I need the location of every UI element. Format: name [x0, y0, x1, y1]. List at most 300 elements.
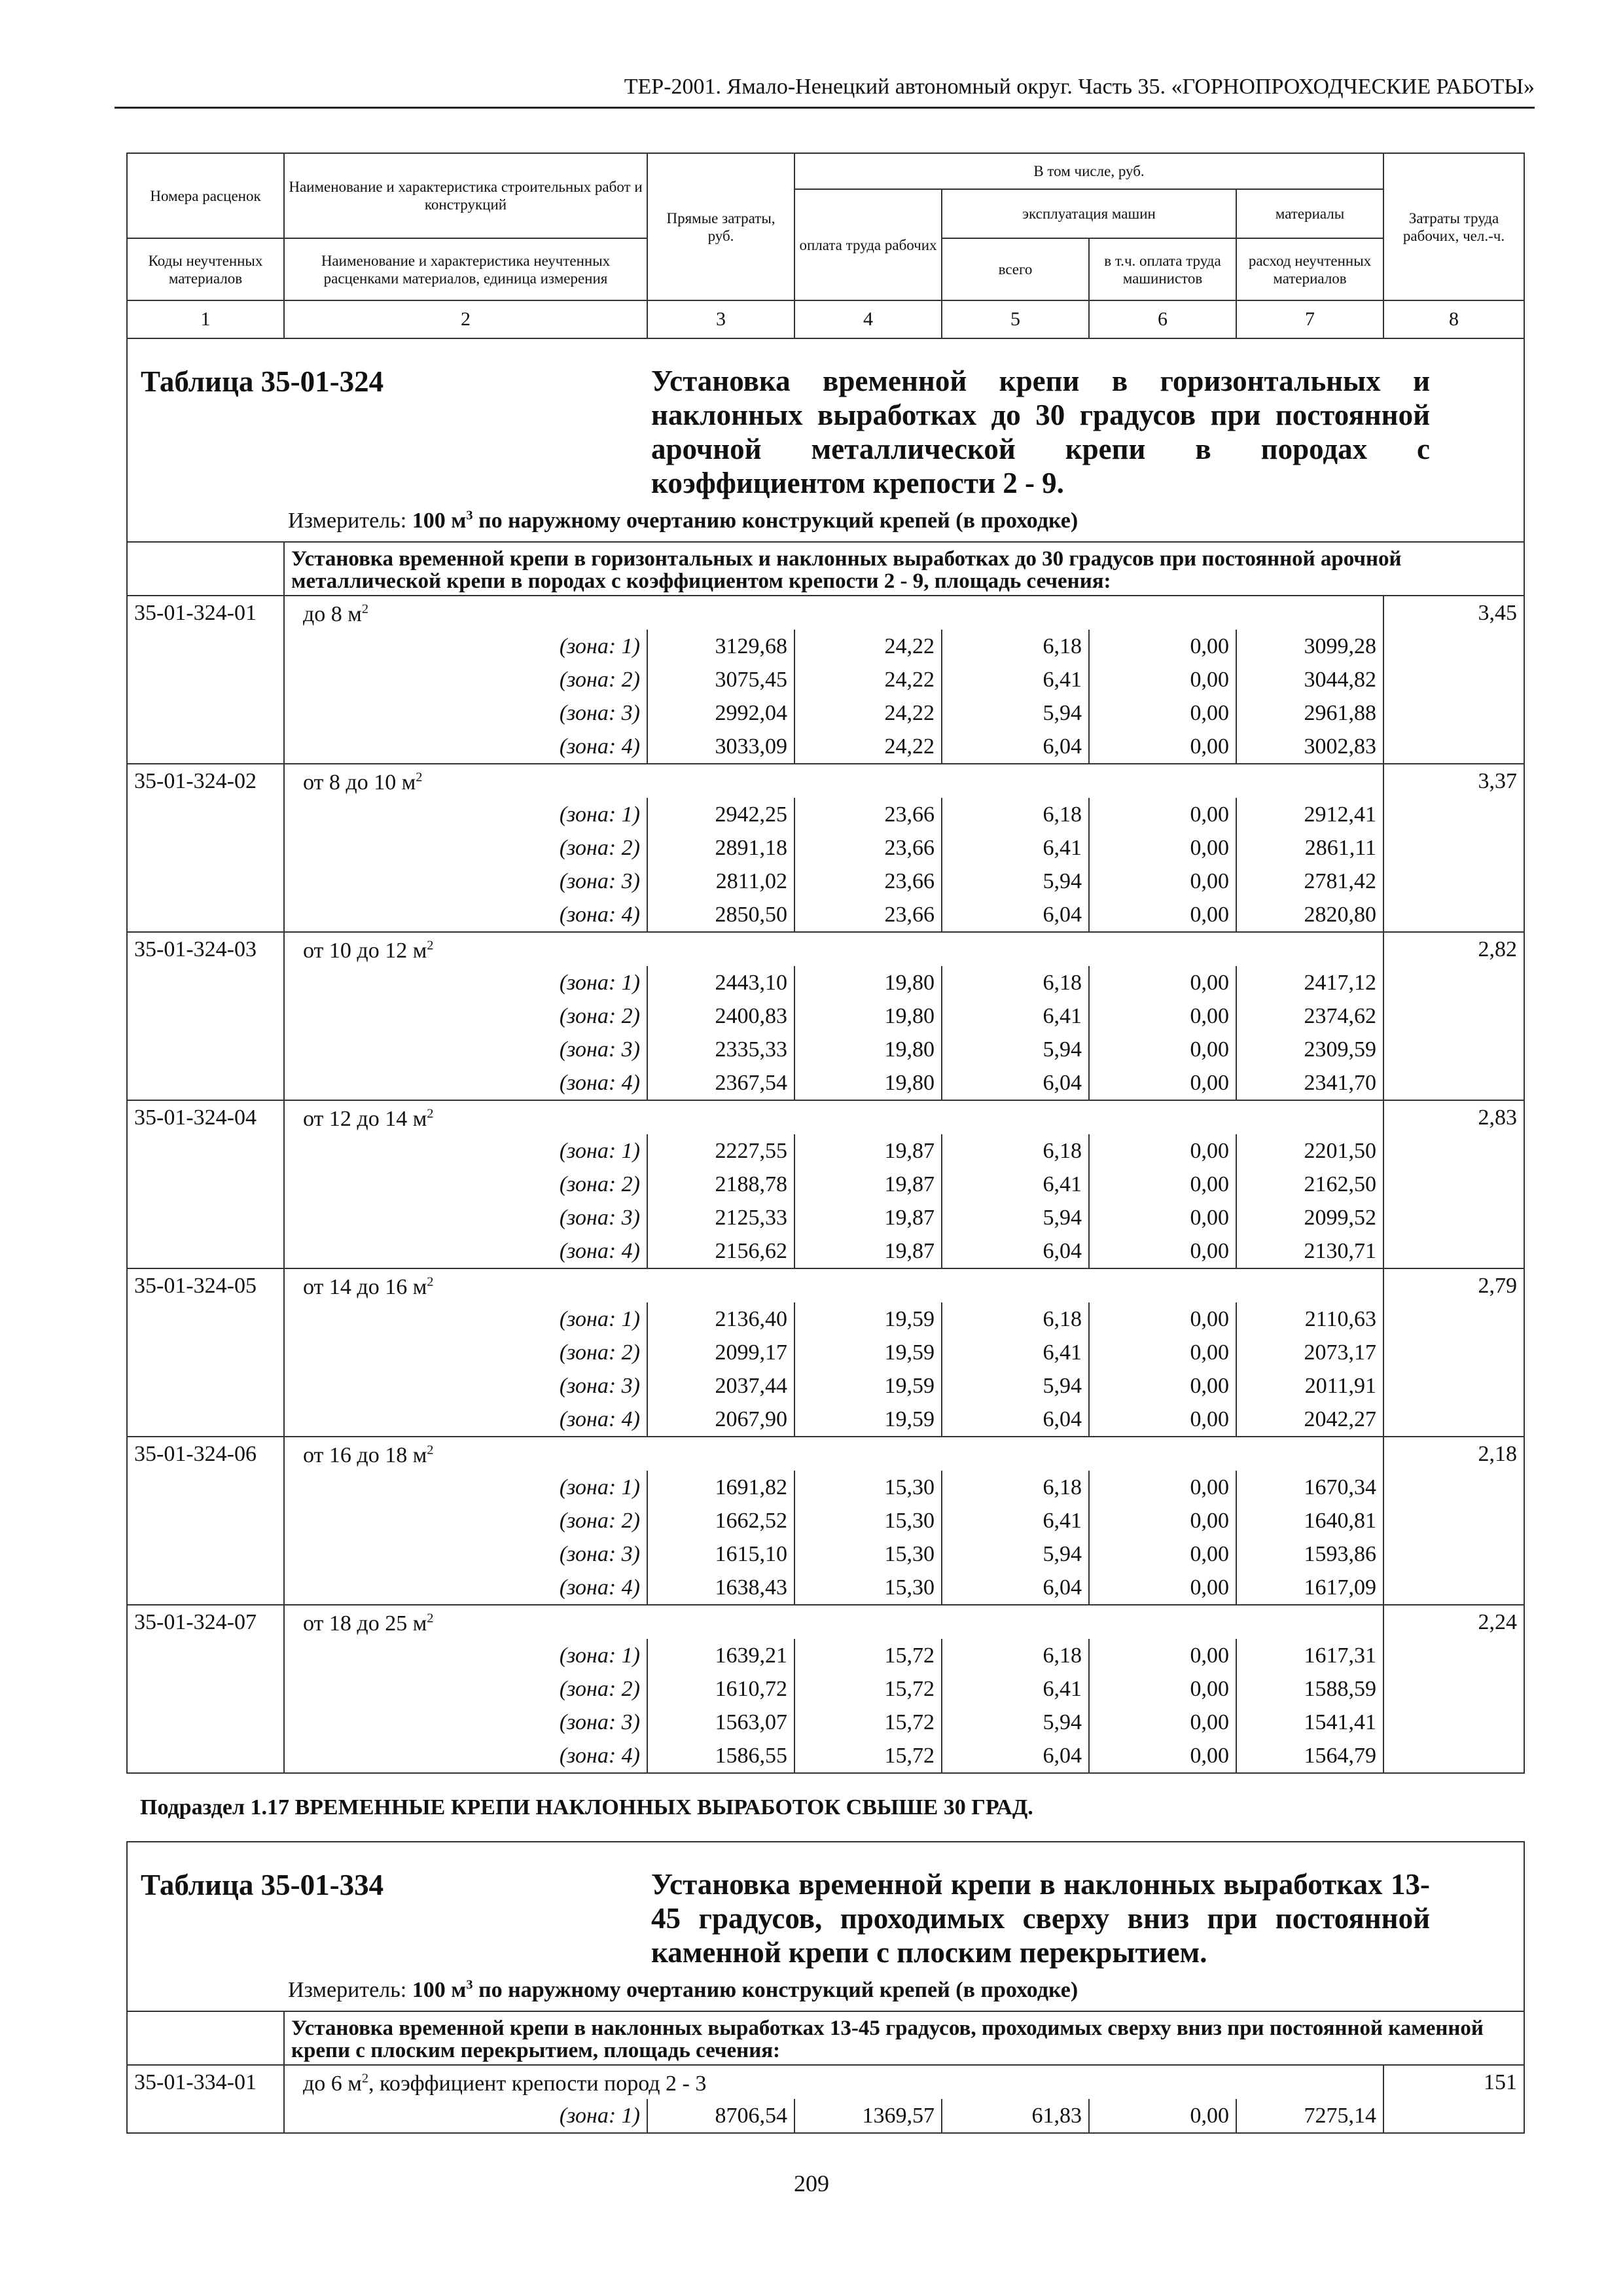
machines-total: 5,94	[942, 696, 1089, 730]
materials-cost: 2374,62	[1236, 999, 1383, 1033]
empty-cell	[127, 1134, 284, 1168]
rate-name: от 14 до 16 $м^2$	[284, 1268, 1383, 1302]
machines-total: 6,41	[942, 663, 1089, 696]
direct-cost: 2992,04	[647, 696, 794, 730]
machines-total: 5,94	[942, 1537, 1089, 1571]
labor-pay: 15,30	[794, 1537, 942, 1571]
machinists-pay: 0,00	[1089, 1168, 1236, 1201]
machines-total: 6,41	[942, 999, 1089, 1033]
direct-cost: 1639,21	[647, 1639, 794, 1672]
col-work-name: Наименование и характеристика строительных работ и конструкций	[284, 153, 647, 238]
materials-cost: 2130,71	[1236, 1234, 1383, 1268]
zone-row	[127, 1706, 1524, 1739]
labor-cost: 151	[1383, 2065, 1524, 2099]
empty-cell	[127, 1403, 284, 1437]
labor-pay: 15,72	[794, 1672, 942, 1706]
direct-cost: 3129,68	[647, 630, 794, 663]
machinists-pay: 0,00	[1089, 1403, 1236, 1437]
table-description: Установка временной крепи в наклонных выработках 13-45 градусов, проходимых сверху вниз при постоянной каменной крепи с плоским перекрытием.	[651, 1868, 1430, 1969]
direct-cost: 1691,82	[647, 1471, 794, 1504]
empty-cell	[127, 1033, 284, 1066]
machines-total: 6,41	[942, 1336, 1089, 1369]
empty-cell	[1383, 1537, 1524, 1571]
empty-cell	[127, 798, 284, 831]
machines-total: 6,04	[942, 1739, 1089, 1773]
zone-row	[127, 1234, 1524, 1268]
empty-cell	[1383, 1234, 1524, 1268]
empty-cell	[1383, 966, 1524, 999]
zone-label: (зона: 3)	[284, 1537, 647, 1571]
empty-cell	[1383, 999, 1524, 1033]
direct-cost: 2942,25	[647, 798, 794, 831]
direct-cost: 2443,10	[647, 966, 794, 999]
materials-cost: 2099,52	[1236, 1201, 1383, 1234]
labor-pay: 19,59	[794, 1369, 942, 1403]
labor-cost: 2,18	[1383, 1437, 1524, 1471]
col-total: всего	[942, 238, 1089, 300]
zone-label: (зона: 2)	[284, 1168, 647, 1201]
rate-code: 35-01-324-01	[127, 596, 284, 630]
materials-cost: 2309,59	[1236, 1033, 1383, 1066]
empty-cell	[1383, 630, 1524, 663]
machines-total: 6,18	[942, 966, 1089, 999]
rate-code: 35-01-324-03	[127, 932, 284, 966]
direct-cost: 1662,52	[647, 1504, 794, 1537]
labor-pay: 19,87	[794, 1234, 942, 1268]
labor-pay: 15,72	[794, 1639, 942, 1672]
empty-cell	[1383, 798, 1524, 831]
direct-cost: 2850,50	[647, 898, 794, 932]
machinists-pay: 0,00	[1089, 798, 1236, 831]
col-mat-cost: расход неучтенных материалов	[1236, 238, 1383, 300]
direct-cost: 1610,72	[647, 1672, 794, 1706]
rate-name: от 18 до 25 $м^2$	[284, 1605, 1383, 1639]
zone-row	[127, 1639, 1524, 1672]
machinists-pay: 0,00	[1089, 1066, 1236, 1100]
direct-cost: 2891,18	[647, 831, 794, 865]
rate-code: 35-01-324-06	[127, 1437, 284, 1471]
zone-row	[127, 1066, 1524, 1100]
direct-cost: 2099,17	[647, 1336, 794, 1369]
empty-cell	[1383, 1302, 1524, 1336]
rate-name: от 10 до 12 $м^2$	[284, 932, 1383, 966]
zone-row	[127, 966, 1524, 999]
empty-cell	[127, 865, 284, 898]
direct-cost: 2227,55	[647, 1134, 794, 1168]
machinists-pay: 0,00	[1089, 1369, 1236, 1403]
machinists-pay: 0,00	[1089, 1302, 1236, 1336]
empty-cell	[1383, 1134, 1524, 1168]
labor-cost: 3,37	[1383, 764, 1524, 798]
empty-cell	[1383, 730, 1524, 764]
materials-cost: 1617,31	[1236, 1639, 1383, 1672]
machines-total: 5,94	[942, 1706, 1089, 1739]
direct-cost: 3033,09	[647, 730, 794, 764]
empty-cell	[1383, 831, 1524, 865]
labor-pay: 23,66	[794, 898, 942, 932]
empty-cell	[127, 1504, 284, 1537]
zone-label: (зона: 3)	[284, 1706, 647, 1739]
empty-cell	[1383, 1369, 1524, 1403]
rate-code: 35-01-324-02	[127, 764, 284, 798]
col-number: 2	[284, 300, 647, 338]
zone-row	[127, 1537, 1524, 1571]
empty-cell	[1383, 898, 1524, 932]
table-description: Установка временной крепи в горизонтальных и наклонных выработках до 30 градусов при постоянной арочной металлической крепи в породах с коэффициентом крепости 2 - 9.	[651, 365, 1430, 499]
col-number: 5	[942, 300, 1089, 338]
zone-label: (зона: 1)	[284, 1639, 647, 1672]
zone-label: (зона: 3)	[284, 865, 647, 898]
machines-total: 6,18	[942, 1639, 1089, 1672]
rate-name: до 6 $м^2$, коэффициент крепости пород 2 - 3	[284, 2065, 1383, 2099]
machinists-pay: 0,00	[1089, 2099, 1236, 2133]
col-codes: Коды неучтенных материалов	[127, 238, 284, 300]
machinists-pay: 0,00	[1089, 1234, 1236, 1268]
materials-cost: 1564,79	[1236, 1739, 1383, 1773]
labor-pay: 19,87	[794, 1168, 942, 1201]
materials-cost: 1617,09	[1236, 1571, 1383, 1605]
machines-total: 6,04	[942, 898, 1089, 932]
measure-label: Измеритель:	[288, 509, 407, 533]
section-title: Установка временной крепи в наклонных выработках 13-45 градусов, проходимых сверху вниз при постоянной каменной крепи с плоским перекрытием, площадь сечения:	[284, 2011, 1524, 2065]
direct-cost: 3075,45	[647, 663, 794, 696]
empty-cell	[127, 966, 284, 999]
table-title-cell	[127, 1842, 1524, 2011]
zone-row	[127, 1302, 1524, 1336]
materials-cost: 2961,88	[1236, 696, 1383, 730]
empty-cell	[1383, 1471, 1524, 1504]
direct-cost: 2335,33	[647, 1033, 794, 1066]
empty-cell	[1383, 1739, 1524, 1773]
measure-value: 100 $м^3$ по наружному очертанию конструкций крепей (в проходке)	[412, 1977, 1079, 2002]
machines-total: 6,18	[942, 1302, 1089, 1336]
empty-cell	[1383, 663, 1524, 696]
machinists-pay: 0,00	[1089, 1639, 1236, 1672]
zone-row	[127, 798, 1524, 831]
direct-cost: 2067,90	[647, 1403, 794, 1437]
table-title-row	[127, 338, 1524, 542]
labor-pay: 19,80	[794, 1033, 942, 1066]
empty-cell	[127, 1706, 284, 1739]
direct-cost: 2811,02	[647, 865, 794, 898]
labor-pay: 15,72	[794, 1739, 942, 1773]
machinists-pay: 0,00	[1089, 831, 1236, 865]
empty-cell	[1383, 1033, 1524, 1066]
empty-cell	[1383, 865, 1524, 898]
labor-pay: 19,59	[794, 1336, 942, 1369]
zone-row	[127, 831, 1524, 865]
direct-cost: 2188,78	[647, 1168, 794, 1201]
col-labor-cost: Затраты труда рабочих, чел.-ч.	[1383, 153, 1524, 300]
direct-cost: 2156,62	[647, 1234, 794, 1268]
labor-pay: 15,30	[794, 1571, 942, 1605]
empty-cell	[1383, 2099, 1524, 2133]
labor-pay: 19,87	[794, 1134, 942, 1168]
subsection-title: Подраздел 1.17 ВРЕМЕННЫЕ КРЕПИ НАКЛОННЫХ ВЫРАБОТОК СВЫШЕ 30 ГРАД.	[140, 1795, 1033, 1820]
rate-code: 35-01-324-05	[127, 1268, 284, 1302]
empty-cell	[1383, 1336, 1524, 1369]
materials-cost: 2042,27	[1236, 1403, 1383, 1437]
materials-cost: 1541,41	[1236, 1706, 1383, 1739]
zone-label: (зона: 4)	[284, 1571, 647, 1605]
machines-total: 6,04	[942, 730, 1089, 764]
machines-total: 5,94	[942, 865, 1089, 898]
machines-total: 6,41	[942, 1672, 1089, 1706]
rate-name: от 16 до 18 $м^2$	[284, 1437, 1383, 1471]
direct-cost: 1563,07	[647, 1706, 794, 1739]
materials-cost: 2341,70	[1236, 1066, 1383, 1100]
zone-row	[127, 1201, 1524, 1234]
zone-label: (зона: 2)	[284, 831, 647, 865]
zone-label: (зона: 1)	[284, 630, 647, 663]
empty-cell	[127, 1571, 284, 1605]
rate-row	[127, 1605, 1524, 1639]
rates-table	[126, 152, 1525, 2134]
measure-label: Измеритель:	[288, 1978, 407, 2002]
empty-cell	[127, 1639, 284, 1672]
materials-cost: 2162,50	[1236, 1168, 1383, 1201]
zone-row	[127, 865, 1524, 898]
materials-cost: 2201,50	[1236, 1134, 1383, 1168]
subsection-row	[127, 1773, 1524, 1842]
machines-total: 6,18	[942, 1134, 1089, 1168]
machinists-pay: 0,00	[1089, 898, 1236, 932]
machines-total: 61,83	[942, 2099, 1089, 2133]
page-header	[115, 71, 1535, 109]
machinists-pay: 0,00	[1089, 1471, 1236, 1504]
zone-label: (зона: 2)	[284, 999, 647, 1033]
empty-cell	[1383, 1201, 1524, 1234]
zone-label: (зона: 4)	[284, 898, 647, 932]
labor-pay: 19,59	[794, 1302, 942, 1336]
labor-pay: 1369,57	[794, 2099, 942, 2133]
labor-cost: 2,24	[1383, 1605, 1524, 1639]
measure-value: 100 $м^3$ по наружному очертанию конструкций крепей (в проходке)	[412, 508, 1079, 533]
zone-label: (зона: 1)	[284, 2099, 647, 2133]
machines-total: 6,41	[942, 1504, 1089, 1537]
zone-label: (зона: 3)	[284, 1033, 647, 1066]
table-head	[127, 153, 1524, 338]
zone-label: (зона: 4)	[284, 1066, 647, 1100]
machines-total: 6,41	[942, 831, 1089, 865]
zone-label: (зона: 3)	[284, 696, 647, 730]
materials-cost: 3099,28	[1236, 630, 1383, 663]
zone-row	[127, 898, 1524, 932]
machines-total: 6,04	[942, 1403, 1089, 1437]
materials-cost: 1588,59	[1236, 1672, 1383, 1706]
materials-cost: 2912,41	[1236, 798, 1383, 831]
rate-name: до 8 $м^2$	[284, 596, 1383, 630]
materials-cost: 7275,14	[1236, 2099, 1383, 2133]
machinists-pay: 0,00	[1089, 730, 1236, 764]
col-in-total: В том числе, руб.	[794, 153, 1383, 189]
table-name: Таблица 35-01-324	[141, 365, 384, 398]
machinists-pay: 0,00	[1089, 1706, 1236, 1739]
col-number: 8	[1383, 300, 1524, 338]
table-name: Таблица 35-01-334	[141, 1869, 384, 1901]
empty-cell	[127, 1471, 284, 1504]
empty-cell	[1383, 1672, 1524, 1706]
machines-total: 6,18	[942, 630, 1089, 663]
labor-pay: 19,87	[794, 1201, 942, 1234]
zone-label: (зона: 3)	[284, 1201, 647, 1234]
empty-cell	[127, 1672, 284, 1706]
empty-cell	[1383, 1639, 1524, 1672]
section-title: Установка временной крепи в горизонтальных и наклонных выработках до 30 градусов при постоянной арочной металлической крепи в породах с коэффициентом крепости 2 - 9, площадь сечения:	[284, 542, 1524, 596]
direct-cost: 2400,83	[647, 999, 794, 1033]
zone-row	[127, 630, 1524, 663]
col-number: 4	[794, 300, 942, 338]
col-number: 1	[127, 300, 284, 338]
rate-row	[127, 1268, 1524, 1302]
labor-pay: 24,22	[794, 730, 942, 764]
col-number: 3	[647, 300, 794, 338]
materials-cost: 2820,80	[1236, 898, 1383, 932]
zone-label: (зона: 1)	[284, 798, 647, 831]
zone-row	[127, 730, 1524, 764]
zone-label: (зона: 2)	[284, 1504, 647, 1537]
section-row	[127, 542, 1524, 596]
empty-cell	[1383, 1571, 1524, 1605]
machines-total: 5,94	[942, 1369, 1089, 1403]
labor-pay: 24,22	[794, 630, 942, 663]
zone-label: (зона: 1)	[284, 1471, 647, 1504]
empty-cell	[127, 1066, 284, 1100]
labor-pay: 15,30	[794, 1471, 942, 1504]
direct-cost: 1638,43	[647, 1571, 794, 1605]
zone-row	[127, 1336, 1524, 1369]
empty-cell	[1383, 1066, 1524, 1100]
machines-total: 6,41	[942, 1168, 1089, 1201]
labor-pay: 23,66	[794, 865, 942, 898]
zone-label: (зона: 4)	[284, 1739, 647, 1773]
labor-pay: 23,66	[794, 831, 942, 865]
empty-cell	[127, 999, 284, 1033]
machines-total: 6,04	[942, 1234, 1089, 1268]
rate-row	[127, 2065, 1524, 2099]
zone-row	[127, 1168, 1524, 1201]
zone-row	[127, 1369, 1524, 1403]
zone-row	[127, 696, 1524, 730]
measure-unit	[288, 500, 1524, 541]
empty-cell	[1383, 1168, 1524, 1201]
materials-cost: 2781,42	[1236, 865, 1383, 898]
page-number: 209	[794, 2170, 829, 2197]
empty-cell	[127, 1369, 284, 1403]
zone-row	[127, 1504, 1524, 1537]
direct-cost: 2037,44	[647, 1369, 794, 1403]
table-body	[127, 338, 1524, 2133]
machines-total: 5,94	[942, 1201, 1089, 1234]
rate-code: 35-01-324-04	[127, 1100, 284, 1134]
direct-cost: 1615,10	[647, 1537, 794, 1571]
machinists-pay: 0,00	[1089, 1504, 1236, 1537]
empty-cell	[127, 730, 284, 764]
zone-label: (зона: 2)	[284, 663, 647, 696]
empty-cell	[127, 1201, 284, 1234]
empty-cell	[127, 663, 284, 696]
zone-label: (зона: 4)	[284, 1403, 647, 1437]
zone-label: (зона: 2)	[284, 1672, 647, 1706]
empty-cell	[127, 898, 284, 932]
zone-row	[127, 1471, 1524, 1504]
machinists-pay: 0,00	[1089, 1739, 1236, 1773]
zone-row	[127, 1571, 1524, 1605]
table-title-row	[127, 1842, 1524, 2011]
empty-cell	[127, 1168, 284, 1201]
col-labor-pay: оплата труда рабочих	[794, 189, 942, 300]
zone-row	[127, 663, 1524, 696]
labor-pay: 19,80	[794, 999, 942, 1033]
materials-cost: 3044,82	[1236, 663, 1383, 696]
direct-cost: 2125,33	[647, 1201, 794, 1234]
zone-row	[127, 1739, 1524, 1773]
materials-cost: 2011,91	[1236, 1369, 1383, 1403]
rate-row	[127, 1437, 1524, 1471]
machinists-pay: 0,00	[1089, 966, 1236, 999]
empty-cell	[127, 1302, 284, 1336]
empty-cell	[1383, 1403, 1524, 1437]
rate-code: 35-01-324-07	[127, 1605, 284, 1639]
materials-cost: 1670,34	[1236, 1471, 1383, 1504]
zone-label: (зона: 3)	[284, 1369, 647, 1403]
zone-row	[127, 999, 1524, 1033]
empty-cell	[127, 831, 284, 865]
labor-pay: 24,22	[794, 696, 942, 730]
machinists-pay: 0,00	[1089, 1033, 1236, 1066]
direct-cost: 2367,54	[647, 1066, 794, 1100]
machinists-pay: 0,00	[1089, 865, 1236, 898]
col-direct: Прямые затраты, руб.	[647, 153, 794, 300]
col-mat-name: Наименование и характеристика неучтенных расценками материалов, единица измерения	[284, 238, 647, 300]
machinists-pay: 0,00	[1089, 696, 1236, 730]
zone-label: (зона: 1)	[284, 1134, 647, 1168]
col-materials: материалы	[1236, 189, 1383, 238]
machinists-pay: 0,00	[1089, 663, 1236, 696]
machinists-pay: 0,00	[1089, 1201, 1236, 1234]
labor-cost: 2,79	[1383, 1268, 1524, 1302]
materials-cost: 2073,17	[1236, 1336, 1383, 1369]
rate-row	[127, 1100, 1524, 1134]
rate-name: от 12 до 14 $м^2$	[284, 1100, 1383, 1134]
zone-label: (зона: 4)	[284, 730, 647, 764]
empty-cell	[127, 1234, 284, 1268]
machines-total: 6,18	[942, 798, 1089, 831]
column-numbers	[127, 300, 1524, 338]
materials-cost: 3002,83	[1236, 730, 1383, 764]
labor-cost: 2,83	[1383, 1100, 1524, 1134]
empty-cell	[127, 2011, 284, 2065]
machinists-pay: 0,00	[1089, 1672, 1236, 1706]
rate-row	[127, 932, 1524, 966]
labor-pay: 23,66	[794, 798, 942, 831]
zone-row	[127, 1134, 1524, 1168]
machinists-pay: 0,00	[1089, 1336, 1236, 1369]
zone-row	[127, 1033, 1524, 1066]
empty-cell	[127, 630, 284, 663]
table-title	[128, 1842, 1524, 2011]
rate-name: от 8 до 10 $м^2$	[284, 764, 1383, 798]
labor-pay: 24,22	[794, 663, 942, 696]
labor-pay: 19,80	[794, 1066, 942, 1100]
direct-cost: 2136,40	[647, 1302, 794, 1336]
machinists-pay: 0,00	[1089, 1537, 1236, 1571]
empty-cell	[1383, 1504, 1524, 1537]
empty-cell	[127, 1336, 284, 1369]
materials-cost: 2417,12	[1236, 966, 1383, 999]
rate-row	[127, 764, 1524, 798]
labor-cost: 3,45	[1383, 596, 1524, 630]
